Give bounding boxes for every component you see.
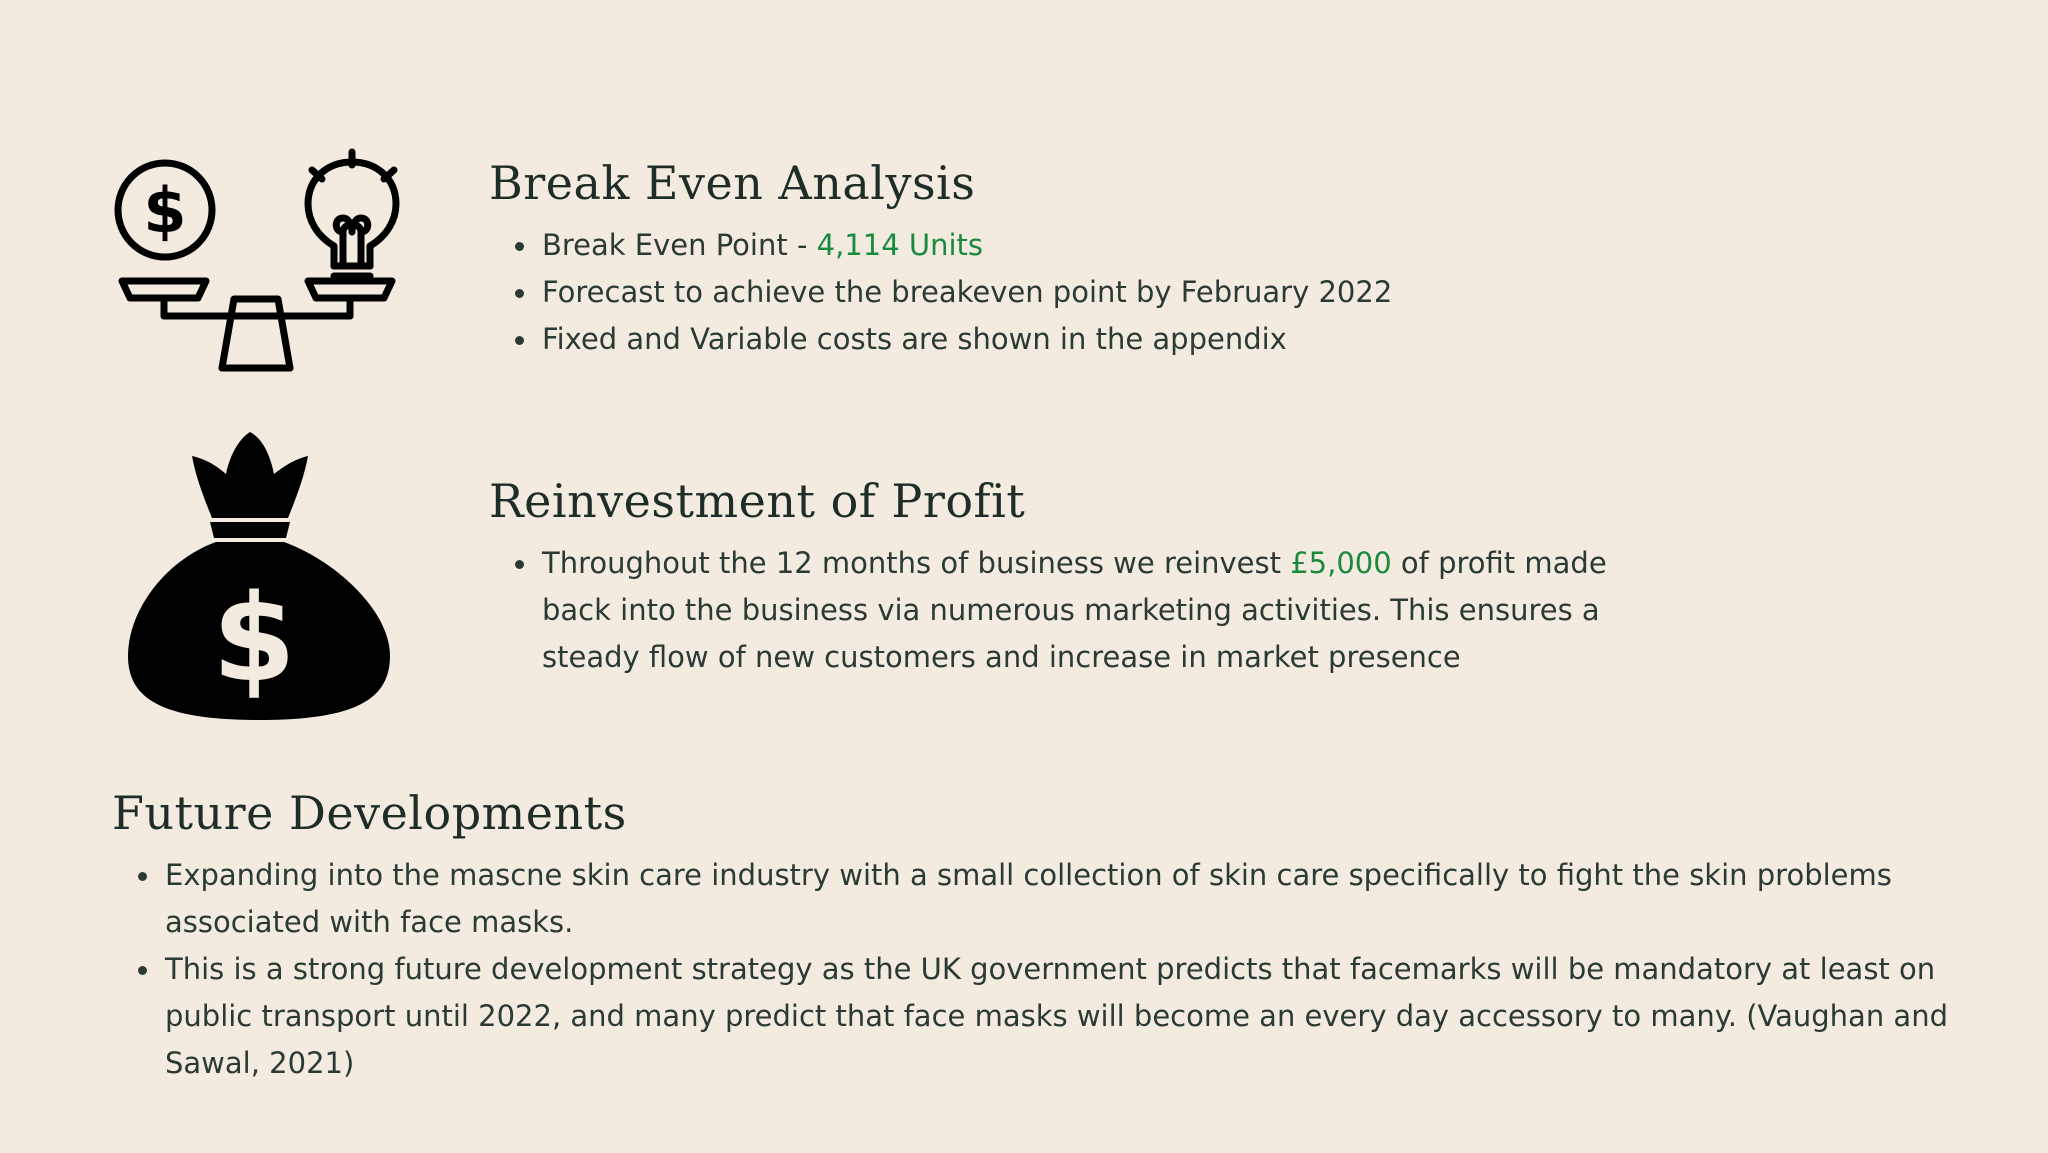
list-item	[113, 946, 2013, 1087]
reinvestment-bullet-list	[490, 540, 1660, 681]
bullet-text: Throughout the 12 months of business we reinvest	[542, 546, 1291, 580]
bullet-text: Fixed and Variable costs are shown in the appendix	[542, 322, 1287, 356]
reinvestment-heading: Reinvestment of Profit	[489, 474, 1026, 528]
future-developments-bullet-list	[113, 852, 2013, 1087]
list-item	[113, 852, 2013, 946]
list-item	[490, 316, 1392, 363]
svg-text:$: $	[212, 570, 296, 709]
svg-text:$: $	[143, 174, 187, 247]
break-even-point-value: 4,114 Units	[816, 228, 984, 262]
bullet-text: This is a strong future development strategy as the UK government predicts that facemarks will be mandatory at least on public transport until 2022, and many predict that face masks will become an every day accessory to many. (Vaughan and Sawal, 2021)	[165, 952, 1948, 1080]
list-item	[490, 269, 1392, 316]
balance-scale-icon	[112, 148, 404, 376]
future-developments-heading: Future Developments	[112, 786, 627, 840]
list-item	[490, 540, 1660, 681]
list-item	[490, 222, 1392, 269]
bullet-text: of profit made back into the business via numerous marketing activities. This ensures a steady flow of new customers and increase in market presence	[542, 546, 1607, 674]
break-even-heading: Break Even Analysis	[489, 156, 976, 210]
bullet-text: Forecast to achieve the breakeven point by February 2022	[542, 275, 1393, 309]
bullet-text: Break Even Point -	[542, 228, 817, 262]
bullet-text: Expanding into the mascne skin care industry with a small collection of skin care specifically to fight the skin problems associated with face masks.	[165, 858, 1892, 939]
money-bag-icon	[124, 430, 394, 724]
break-even-bullet-list	[490, 222, 1392, 363]
reinvestment-amount: £5,000	[1290, 546, 1392, 580]
